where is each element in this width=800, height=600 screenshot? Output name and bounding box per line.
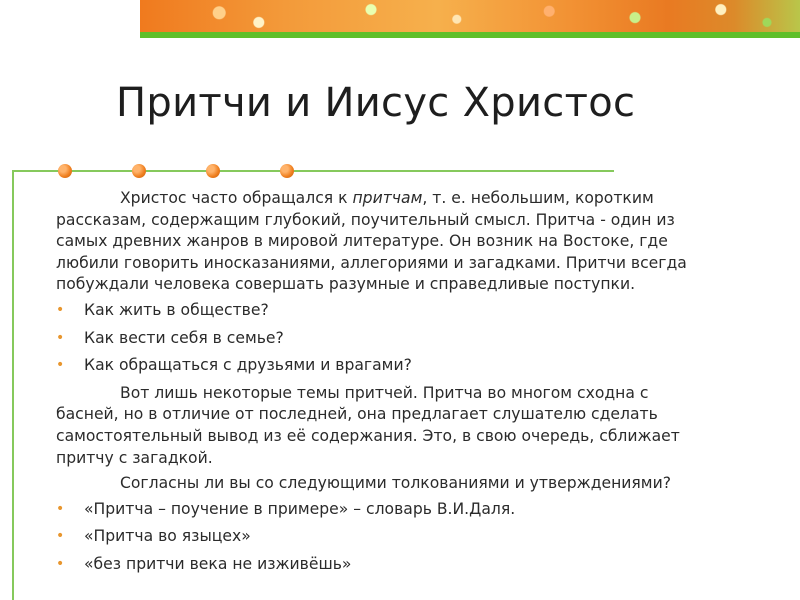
slide-body xyxy=(56,188,696,582)
orange-dot-2 xyxy=(132,164,146,178)
questions-list xyxy=(56,300,696,377)
quotes-list xyxy=(56,499,696,576)
list-item xyxy=(56,554,696,576)
list-item xyxy=(56,355,696,377)
themes-paragraph: Вот лишь некоторые темы притчей. Притча во многом сходна с басней, но в отличие от последней, она предлагает слушателю сделать самостоятельный вывод из её содержания. Это, в свою очередь, сближает притчу с загадкой. xyxy=(56,383,680,467)
list-item xyxy=(56,499,696,521)
list-item xyxy=(56,300,696,322)
intro-emphasis: притчам xyxy=(352,189,423,207)
quote-text: «Притча – поучение в примере» – словарь В.И.Даля. xyxy=(84,499,516,518)
intro-text-end: , т. е. небольшим, коротким рассказам, содержащим глубокий, поучительный смысл. Притча - один из самых древних жанров в мировой литературе. Он возник на Востоке, где любили говорить иносказаниями, аллегориями и загадками. Притчи всегда побуждали человека совершать разумные и справедливые поступки. xyxy=(56,189,687,294)
slide-title: Притчи и Иисус Христос xyxy=(116,80,636,126)
question-text: Как вести себя в семье? xyxy=(84,328,284,347)
orange-dot-4 xyxy=(280,164,294,178)
intro-paragraph xyxy=(56,188,696,296)
intro-text-start: Христос часто обращался к xyxy=(120,189,353,207)
bullet-icon: • xyxy=(56,500,65,517)
frame-vertical-line xyxy=(12,170,14,600)
bullet-icon: • xyxy=(56,555,65,572)
quote-text: «без притчи века не изживёшь» xyxy=(84,554,352,573)
bullet-icon: • xyxy=(56,357,65,374)
question-text: Как обращаться с друзьями и врагами? xyxy=(84,356,412,375)
quote-text: «Притча во языцех» xyxy=(84,527,251,546)
list-item xyxy=(56,328,696,350)
list-item xyxy=(56,526,696,548)
bullet-icon: • xyxy=(56,329,65,346)
prompt-paragraph: Согласны ли вы со следующими толкованиями и утверждениями? xyxy=(120,474,671,493)
decorative-top-line xyxy=(140,32,800,38)
decorative-top-band xyxy=(140,0,800,32)
frame-horizontal-line xyxy=(12,170,614,172)
bullet-icon: • xyxy=(56,528,65,545)
question-text: Как жить в обществе? xyxy=(84,300,269,319)
bullet-icon: • xyxy=(56,301,65,318)
orange-dot-1 xyxy=(58,164,72,178)
orange-dot-3 xyxy=(206,164,220,178)
